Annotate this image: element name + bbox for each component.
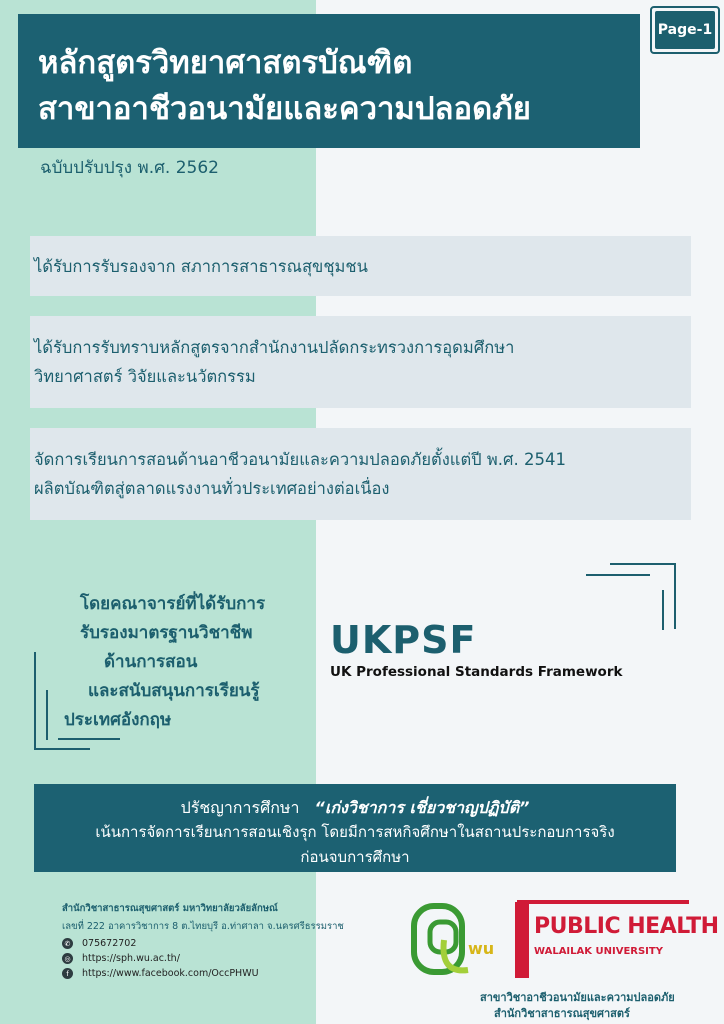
info-box-history bbox=[30, 428, 691, 520]
teachers-statement bbox=[56, 590, 306, 735]
title-banner bbox=[18, 14, 640, 148]
wu-logo-text: wu bbox=[468, 939, 495, 958]
phone-icon: ✆ bbox=[62, 938, 73, 949]
corner-line-bottom-left-h bbox=[34, 748, 90, 750]
philosophy-quote: “เก่งวิชาการ เชี่ยวชาญปฏิบัติ” bbox=[314, 798, 530, 817]
info-box-accreditation bbox=[30, 236, 691, 296]
info-line: ได้รับการรับทราบหลักสูตรจากสำนักงานปลัดกระทรวงการอุดมศึกษา bbox=[34, 338, 515, 357]
edition-text: ฉบับปรับปรุง พ.ศ. 2562 bbox=[40, 158, 219, 178]
contact-block bbox=[62, 901, 344, 979]
teachers-line: โดยคณาจารย์ที่ได้รับการ bbox=[80, 594, 266, 614]
footer-department: สาขาวิชาอาชีวอนามัยและความปลอดภัย bbox=[480, 991, 675, 1004]
contact-phone: 075672702 bbox=[82, 938, 137, 949]
title-line-2: สาขาอาชีวอนามัยและความปลอดภัย bbox=[38, 91, 531, 127]
philosophy-line-2: เน้นการจัดการเรียนการสอนเชิงรุก โดยมีการสหกิจศึกษาในสถานประกอบการจริง bbox=[95, 823, 615, 841]
philosophy-label: ปรัชญาการศึกษา bbox=[180, 798, 300, 817]
philosophy-heading bbox=[34, 796, 676, 820]
contact-address: เลขที่ 222 อาคารวิชาการ 8 ต.ไทยบุรี อ.ท่าศาลา จ.นครศรีธรรมราช bbox=[62, 921, 344, 932]
teachers-line: ประเทศอังกฤษ bbox=[64, 710, 172, 730]
ukpsf-logo: UKPSF bbox=[330, 618, 477, 662]
philosophy-line-3: ก่อนจบการศึกษา bbox=[300, 848, 410, 866]
contact-facebook-row[interactable] bbox=[62, 968, 344, 979]
footer-school: สำนักวิชาสาธารณสุขศาสตร์ bbox=[494, 1007, 630, 1020]
corner-line-top-right-h2 bbox=[610, 563, 676, 565]
public-health-logo-subtitle: WALAILAK UNIVERSITY bbox=[534, 946, 663, 957]
info-box-acknowledgement bbox=[30, 316, 691, 408]
corner-line-bottom-left-h2 bbox=[58, 738, 120, 740]
contact-organization: สำนักวิชาสาธารณสุขศาสตร์ มหาวิทยาลัยวลัยลักษณ์ bbox=[62, 903, 278, 914]
corner-line-top-right-v bbox=[674, 563, 676, 629]
public-health-logo-title: PUBLIC HEALTH bbox=[534, 914, 719, 939]
page-badge bbox=[650, 6, 720, 54]
teachers-line: ด้านการสอน bbox=[104, 652, 198, 672]
corner-line-top-right-v2 bbox=[662, 590, 664, 630]
info-line: ผลิตบัณฑิตสู่ตลาดแรงงานทั่วประเทศอย่างต่อเนื่อง bbox=[34, 479, 390, 498]
info-line: วิทยาศาสตร์ วิจัยและนวัตกรรม bbox=[34, 367, 256, 386]
teachers-line: และสนับสนุนการเรียนรู้ bbox=[88, 681, 260, 701]
public-health-logo bbox=[515, 900, 691, 980]
teachers-line: รับรองมาตรฐานวิชาชีพ bbox=[80, 623, 253, 643]
corner-line-top-right-h bbox=[586, 574, 650, 576]
info-line: จัดการเรียนการสอนด้านอาชีวอนามัยและความปลอดภัยตั้งแต่ปี พ.ศ. 2541 bbox=[34, 450, 566, 469]
corner-line-bottom-left-v bbox=[34, 652, 36, 748]
wu-logo bbox=[410, 900, 500, 980]
contact-website-row[interactable] bbox=[62, 953, 344, 964]
page-badge-label: Page-1 bbox=[655, 11, 715, 49]
title-line-1: หลักสูตรวิทยาศาสตรบัณฑิต bbox=[38, 45, 413, 81]
facebook-icon: f bbox=[62, 968, 73, 979]
contact-facebook-link[interactable]: https://www.facebook.com/OccPHWU bbox=[82, 968, 259, 979]
ukpsf-subtitle: UK Professional Standards Framework bbox=[330, 664, 623, 680]
info-line: ได้รับการรับรองจาก สภาการสาธารณสุขชุมชน bbox=[34, 256, 368, 276]
philosophy-banner bbox=[34, 784, 676, 872]
contact-website-link[interactable]: https://sph.wu.ac.th/ bbox=[82, 953, 180, 964]
globe-icon: ◎ bbox=[62, 953, 73, 964]
contact-phone-row bbox=[62, 938, 344, 949]
corner-line-bottom-left-v2 bbox=[46, 690, 48, 740]
